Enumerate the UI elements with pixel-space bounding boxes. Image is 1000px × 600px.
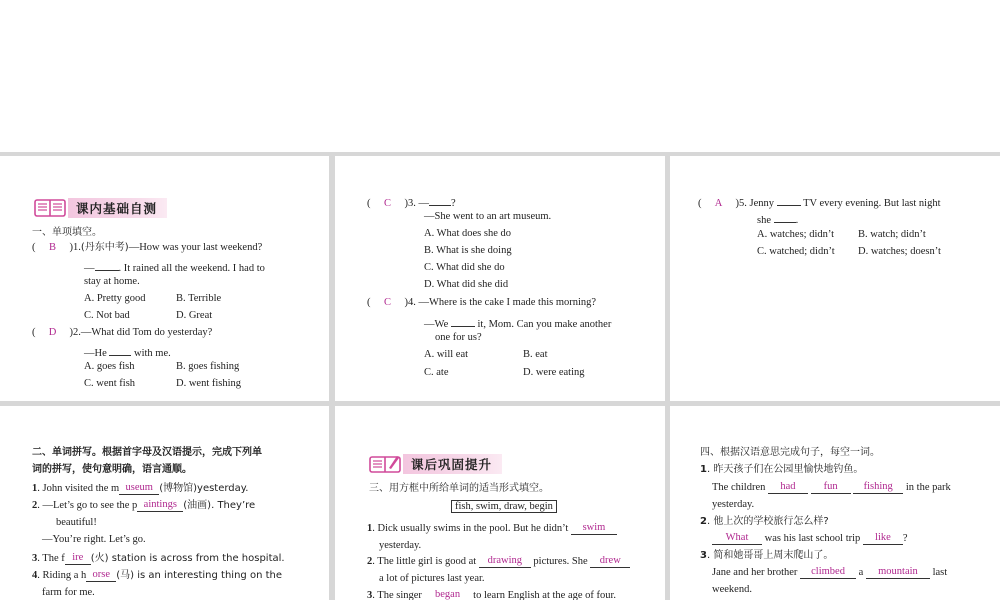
q-number: )3. —	[404, 198, 429, 209]
text: she	[757, 215, 771, 226]
fill-2	[367, 555, 630, 569]
blank	[451, 314, 475, 327]
book-icon	[369, 454, 401, 474]
text: Jane and her brother	[712, 567, 798, 578]
answer-blank	[863, 532, 903, 545]
blank-top-area	[0, 0, 1000, 152]
section-title: 四、根据汉语意思完成句子，每空一词。	[700, 447, 880, 458]
answer-blank	[137, 499, 183, 512]
panel-word-spelling	[0, 406, 329, 600]
q-number: )1.	[69, 242, 81, 253]
blank	[95, 258, 119, 271]
fill-1	[367, 522, 617, 536]
spelling-4-cont: farm for me.	[42, 587, 95, 598]
word-box-text: fish, swim, draw, begin	[451, 500, 557, 513]
answer: A	[714, 198, 723, 209]
option-b: B. Terrible	[176, 293, 222, 304]
fill-3	[367, 589, 616, 600]
panel-questions-3-4	[335, 156, 665, 401]
option-b: B. goes fishing	[176, 361, 240, 372]
q3-reply: —She went to an art museum.	[424, 211, 552, 222]
option-b: B. What is she doing	[424, 245, 512, 256]
answer: drew	[599, 555, 621, 566]
answer: ire	[72, 552, 84, 563]
question-1: ( B )1.(丹东中考)—How was your last weekend?	[32, 242, 263, 253]
text: a	[858, 567, 864, 578]
spelling-2	[32, 499, 255, 513]
q-text: —What did Tom do yesterday?	[80, 327, 213, 338]
item-number: 4	[32, 570, 38, 581]
text: last	[932, 567, 948, 578]
answer: C	[383, 198, 391, 209]
panel-basic-test	[0, 156, 329, 401]
text: ?	[902, 533, 908, 544]
option-c: C. ate	[424, 367, 449, 378]
text: . The singer	[372, 590, 422, 600]
option-d: D. watches; doesn’t	[858, 246, 941, 257]
section-header	[34, 198, 167, 218]
answer-blank	[86, 569, 116, 582]
book-icon	[34, 198, 66, 218]
answer: C	[383, 297, 391, 308]
q-text: )4. —Where is the cake I made this morning?	[404, 297, 597, 308]
translate-3-line	[712, 566, 947, 580]
text: . The little girl is good at	[372, 556, 477, 567]
answer-blank	[571, 522, 617, 535]
q5-line2	[757, 210, 798, 228]
answer: aintings	[143, 499, 177, 510]
answer: swim	[582, 522, 606, 533]
translate-2-line	[712, 532, 908, 546]
text: . It rained all the weekend. I had to	[118, 263, 265, 274]
q-source: (丹东中考)	[80, 242, 129, 253]
answer: began	[435, 589, 461, 600]
text: . Riding a h	[37, 570, 87, 581]
answer-blank	[479, 555, 531, 568]
translate-2	[700, 515, 829, 529]
option-d: D. went fishing	[176, 378, 242, 389]
question-2: ( D )2.—What did Tom do yesterday?	[32, 327, 213, 338]
text: The children	[712, 482, 766, 493]
fill-2-cont: a lot of pictures last year.	[379, 573, 485, 584]
translate-1-line	[712, 481, 951, 495]
option-a: A. goes fish	[84, 361, 135, 372]
blank	[774, 210, 796, 223]
word-box	[451, 500, 557, 514]
option-a: A. What does she do	[424, 228, 511, 239]
text: .	[795, 215, 799, 226]
panel-translation	[670, 406, 1000, 600]
option-c: C. What did she do	[424, 262, 505, 273]
text: —	[84, 263, 95, 274]
item-number: 3	[700, 550, 707, 561]
q4-line2	[424, 314, 611, 332]
answer-blank	[425, 589, 471, 600]
option-a: A. Pretty good	[84, 293, 146, 304]
q1-line3: stay at home.	[84, 276, 140, 287]
option-c: C. went fish	[84, 378, 136, 389]
answer-blank	[811, 481, 851, 494]
text: (火) station is across from the hospital.	[90, 553, 285, 564]
option-a: A. will eat	[424, 349, 469, 360]
answer: D	[48, 327, 57, 338]
question-4: ( C )4. —Where is the cake I made this morning?	[367, 297, 597, 308]
item-number: 1	[367, 523, 373, 534]
header-title: 课后巩固提升	[403, 454, 502, 474]
translate-1	[700, 463, 863, 477]
text: it, Mom. Can you make another	[477, 319, 612, 330]
text: . John visited the m	[37, 483, 120, 494]
option-b: B. watch; didn’t	[858, 229, 926, 240]
chinese-prompt: . 简和她哥哥上周末爬山了。	[706, 550, 834, 561]
q-text: —How was your last weekend?	[128, 242, 263, 253]
q4-line3: one for us?	[435, 332, 482, 343]
text: (博物馆)yesterday.	[159, 483, 249, 494]
text: . —Let’s go to see the p	[37, 500, 138, 511]
answer: useum	[125, 482, 153, 493]
option-b: B. eat	[523, 349, 548, 360]
answer: like	[875, 532, 891, 543]
translate-1-cont: yesterday.	[712, 499, 755, 510]
section-title-cont: 词的拼写，使句意明确，语言通顺。	[32, 464, 192, 475]
answer: fishing	[863, 481, 893, 492]
option-c: C. Not bad	[84, 310, 130, 321]
answer: climbed	[811, 566, 845, 577]
option-d: D. Great	[176, 310, 213, 321]
panel-question-5	[670, 156, 1000, 401]
item-number: 2	[367, 556, 373, 567]
text: . Dick usually swims in the pool. But he didn’t	[372, 523, 569, 534]
section-title: 二、单词拼写。根据首字母及汉语提示，完成下列单	[32, 447, 262, 458]
text: was his last school trip	[764, 533, 861, 544]
section-title: 三、用方框中所给单词的适当形式填空。	[369, 483, 549, 494]
text: pictures. She	[533, 556, 588, 567]
option-c: C. watched; didn’t	[757, 246, 835, 257]
spelling-4	[32, 569, 282, 583]
text: with me.	[134, 348, 171, 359]
item-number: 1	[32, 483, 38, 494]
panel-consolidation	[335, 406, 665, 600]
q2-line2	[84, 343, 171, 361]
q-text: TV every evening. But last night	[803, 198, 941, 209]
answer: mountain	[878, 566, 918, 577]
q1-line2	[84, 258, 265, 276]
text: (油画). They’re	[183, 500, 256, 511]
spelling-2-reply: —You’re right. Let’s go.	[42, 534, 146, 545]
answer-blank	[65, 552, 91, 565]
text: . The f	[37, 553, 65, 564]
item-number: 2	[32, 500, 38, 511]
item-number: 2	[700, 516, 707, 527]
text: —He	[84, 348, 107, 359]
answer-blank	[712, 532, 762, 545]
answer: What	[725, 532, 749, 543]
item-number: 3	[32, 553, 38, 564]
item-number: 3	[367, 590, 373, 600]
blank	[429, 193, 451, 206]
blank	[777, 193, 801, 206]
answer-blank	[590, 555, 630, 568]
q-text: ?	[451, 198, 456, 209]
answer: fun	[823, 481, 838, 492]
chinese-prompt: . 昨天孩子们在公园里愉快地钓鱼。	[706, 464, 864, 475]
section-header	[369, 454, 502, 474]
answer-blank	[800, 566, 856, 579]
question-5: ( A )5. Jenny TV every evening. But last night	[698, 193, 941, 211]
answer: had	[780, 481, 796, 492]
answer-blank	[119, 482, 159, 495]
text: to learn English at the age of four.	[473, 590, 617, 600]
option-d: D. What did she did	[424, 279, 509, 290]
text: —We	[424, 319, 449, 330]
text: in the park	[905, 482, 951, 493]
item-number: 1	[700, 464, 707, 475]
spelling-1	[32, 482, 248, 496]
question-3: ( C )3. — ?	[367, 193, 456, 211]
text: (马) is an interesting thing on the	[116, 570, 282, 581]
spelling-2-cont: beautiful!	[56, 517, 97, 528]
chinese-prompt: . 他上次的学校旅行怎么样?	[706, 516, 829, 527]
fill-1-cont: yesterday.	[379, 540, 422, 551]
answer: drawing	[487, 555, 522, 566]
answer-blank	[853, 481, 903, 494]
section-title: 一、单项填空。	[32, 227, 102, 238]
q-number: )5. Jenny	[735, 198, 774, 209]
option-d: D. were eating	[523, 367, 585, 378]
translate-3	[700, 549, 833, 563]
spelling-3	[32, 552, 285, 566]
answer: orse	[92, 569, 110, 580]
translate-3-cont: weekend.	[712, 584, 752, 595]
answer-blank	[866, 566, 930, 579]
header-title: 课内基础自测	[68, 198, 167, 218]
option-a: A. watches; didn’t	[757, 229, 835, 240]
blank	[109, 343, 131, 356]
answer-blank	[768, 481, 808, 494]
q-number: )2.	[69, 327, 81, 338]
answer: B	[48, 242, 56, 253]
